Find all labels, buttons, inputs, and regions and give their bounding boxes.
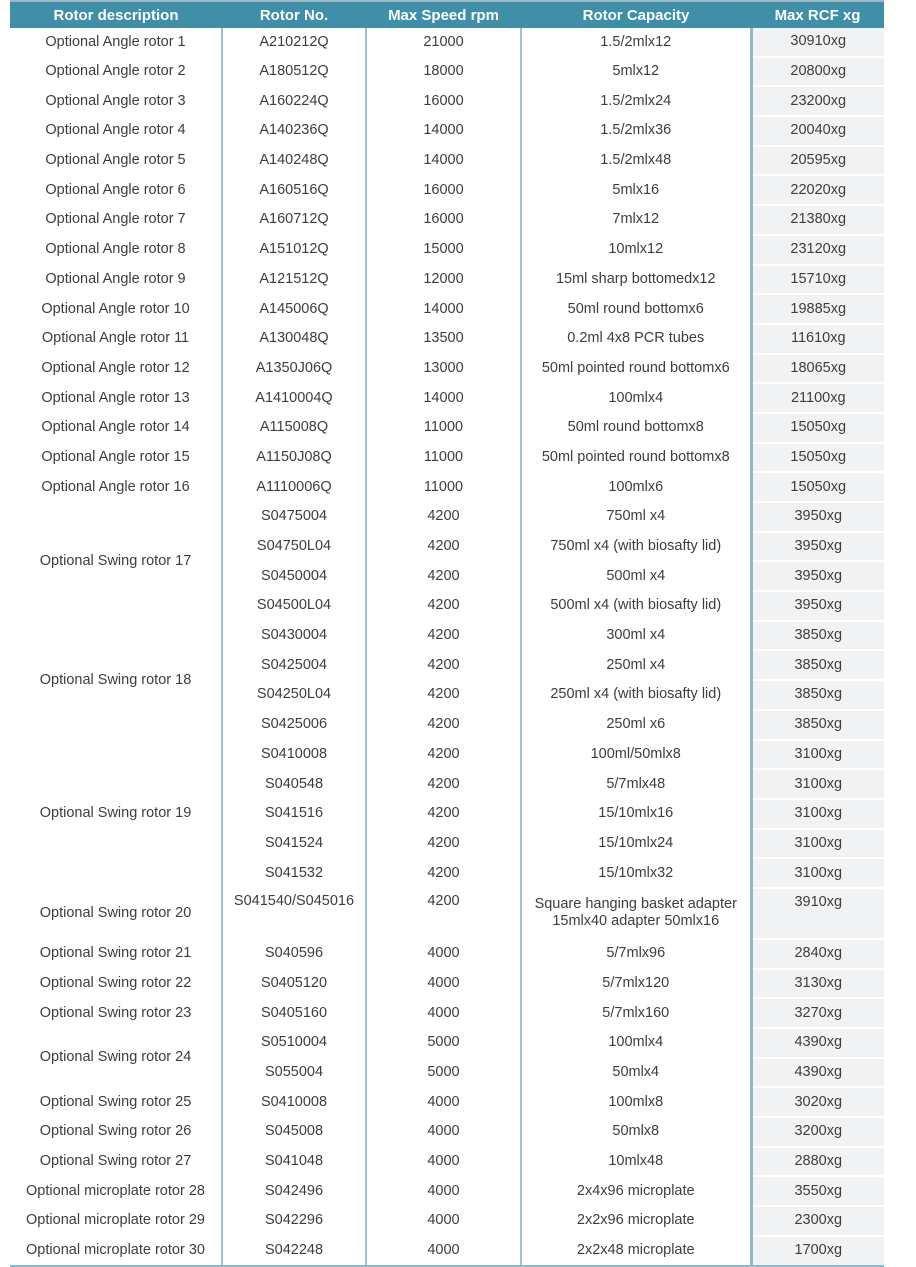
- header-rotor-no: Rotor No.: [222, 1, 366, 28]
- max-speed-cell: 4000: [366, 969, 521, 999]
- max-speed-cell: 4200: [366, 561, 521, 591]
- rotor-description-cell: Optional Angle rotor 2: [10, 57, 222, 87]
- max-rcf-cell: 3100xg: [751, 799, 884, 829]
- rotor-number-cell: S0410008: [222, 1087, 366, 1117]
- max-rcf-cell: 3100xg: [751, 740, 884, 770]
- rotor-capacity-cell: 2x4x96 microplate: [521, 1176, 751, 1206]
- max-speed-cell: 14000: [366, 294, 521, 324]
- max-rcf-cell: 3130xg: [751, 969, 884, 999]
- max-rcf-cell: 15050xg: [751, 413, 884, 443]
- rotor-capacity-cell: 0.2ml 4x8 PCR tubes: [521, 324, 751, 354]
- max-rcf-cell: 3100xg: [751, 769, 884, 799]
- rotor-description-cell: Optional Angle rotor 7: [10, 205, 222, 235]
- rotor-capacity-cell: 5/7mlx160: [521, 998, 751, 1028]
- max-rcf-cell: 3550xg: [751, 1176, 884, 1206]
- table-row: [10, 86, 884, 116]
- max-speed-cell: 16000: [366, 205, 521, 235]
- max-speed-cell: 15000: [366, 235, 521, 265]
- rotor-number-cell: S040596: [222, 939, 366, 969]
- rotor-capacity-cell: 15/10mlx16: [521, 799, 751, 829]
- rotor-description-cell: Optional microplate rotor 30: [10, 1236, 222, 1266]
- rotor-description-cell: Optional Angle rotor 8: [10, 235, 222, 265]
- rotor-capacity-cell: 500ml x4: [521, 561, 751, 591]
- table-row: [10, 1236, 884, 1266]
- max-speed-cell: 4000: [366, 1206, 521, 1236]
- rotor-capacity-cell: 10mlx12: [521, 235, 751, 265]
- max-speed-cell: 4000: [366, 939, 521, 969]
- max-speed-cell: 12000: [366, 265, 521, 295]
- table-header: [10, 1, 884, 28]
- rotor-capacity-cell: 250ml x4 (with biosafty lid): [521, 680, 751, 710]
- max-speed-cell: 11000: [366, 443, 521, 473]
- table-row: [10, 1117, 884, 1147]
- max-speed-cell: 18000: [366, 57, 521, 87]
- rotor-description-cell: Optional Swing rotor 22: [10, 969, 222, 999]
- rotor-capacity-cell: 7mlx12: [521, 205, 751, 235]
- table-row: [10, 939, 884, 969]
- rotor-description-cell: Optional Angle rotor 1: [10, 28, 222, 57]
- rotor-number-cell: S055004: [222, 1058, 366, 1088]
- max-rcf-cell: 19885xg: [751, 294, 884, 324]
- table-row: [10, 116, 884, 146]
- rotor-capacity-cell: 50ml pointed round bottomx6: [521, 354, 751, 384]
- table-row: [10, 1028, 884, 1058]
- max-rcf-cell: 21380xg: [751, 205, 884, 235]
- rotor-number-cell: A180512Q: [222, 57, 366, 87]
- max-rcf-cell: 3850xg: [751, 710, 884, 740]
- rotor-description-cell: Optional Angle rotor 3: [10, 86, 222, 116]
- rotor-capacity-cell: 1.5/2mlx12: [521, 28, 751, 57]
- rotor-number-cell: S041048: [222, 1147, 366, 1177]
- max-rcf-cell: 3950xg: [751, 502, 884, 532]
- rotor-number-cell: A140248Q: [222, 146, 366, 176]
- rotor-number-cell: S041532: [222, 858, 366, 888]
- max-speed-cell: 4200: [366, 888, 521, 939]
- max-speed-cell: 4000: [366, 1236, 521, 1266]
- max-speed-cell: 5000: [366, 1058, 521, 1088]
- header-max-rcf: Max RCF xg: [751, 1, 884, 28]
- rotor-number-cell: A151012Q: [222, 235, 366, 265]
- rotor-capacity-cell: 50mlx4: [521, 1058, 751, 1088]
- max-speed-cell: 4200: [366, 799, 521, 829]
- rotor-description-cell: Optional Angle rotor 12: [10, 354, 222, 384]
- rotor-description-cell: Optional microplate rotor 29: [10, 1206, 222, 1236]
- max-speed-cell: 4200: [366, 650, 521, 680]
- table-row: [10, 175, 884, 205]
- table-row: [10, 888, 884, 939]
- max-rcf-cell: 20800xg: [751, 57, 884, 87]
- rotor-description-cell: Optional Swing rotor 20: [10, 888, 222, 939]
- rotor-capacity-cell: 5mlx16: [521, 175, 751, 205]
- max-rcf-cell: 4390xg: [751, 1058, 884, 1088]
- rotor-capacity-cell: 15ml sharp bottomedx12: [521, 265, 751, 295]
- rotor-spec-table-container: [10, 0, 884, 1267]
- rotor-capacity-cell: 750ml x4: [521, 502, 751, 532]
- table-row: [10, 28, 884, 57]
- rotor-number-cell: A130048Q: [222, 324, 366, 354]
- max-rcf-cell: 30910xg: [751, 28, 884, 57]
- rotor-number-cell: S0475004: [222, 502, 366, 532]
- table-row: [10, 57, 884, 87]
- max-speed-cell: 13500: [366, 324, 521, 354]
- rotor-number-cell: S041516: [222, 799, 366, 829]
- rotor-number-cell: A160224Q: [222, 86, 366, 116]
- max-rcf-cell: 3100xg: [751, 829, 884, 859]
- table-row: [10, 621, 884, 651]
- rotor-description-cell: Optional Swing rotor 18: [10, 621, 222, 740]
- max-rcf-cell: 3950xg: [751, 591, 884, 621]
- max-rcf-cell: 1700xg: [751, 1236, 884, 1266]
- max-speed-cell: 16000: [366, 86, 521, 116]
- max-speed-cell: 13000: [366, 354, 521, 384]
- rotor-number-cell: A115008Q: [222, 413, 366, 443]
- table-row: [10, 294, 884, 324]
- rotor-number-cell: S042496: [222, 1176, 366, 1206]
- rotor-description-cell: Optional Angle rotor 10: [10, 294, 222, 324]
- max-rcf-cell: 3020xg: [751, 1087, 884, 1117]
- max-rcf-cell: 15710xg: [751, 265, 884, 295]
- table-row: [10, 324, 884, 354]
- max-speed-cell: 16000: [366, 175, 521, 205]
- rotor-number-cell: S0510004: [222, 1028, 366, 1058]
- table-row: [10, 413, 884, 443]
- max-speed-cell: 4200: [366, 502, 521, 532]
- table-row: [10, 998, 884, 1028]
- rotor-capacity-cell: 5/7mlx120: [521, 969, 751, 999]
- table-row: [10, 205, 884, 235]
- rotor-capacity-cell: 250ml x6: [521, 710, 751, 740]
- rotor-number-cell: S040548: [222, 769, 366, 799]
- rotor-description-cell: Optional Swing rotor 17: [10, 502, 222, 621]
- rotor-description-cell: Optional microplate rotor 28: [10, 1176, 222, 1206]
- rotor-description-cell: Optional Angle rotor 16: [10, 472, 222, 502]
- max-speed-cell: 4000: [366, 1176, 521, 1206]
- rotor-capacity-cell: 100mlx4: [521, 383, 751, 413]
- max-speed-cell: 4000: [366, 998, 521, 1028]
- rotor-description-cell: Optional Angle rotor 5: [10, 146, 222, 176]
- rotor-capacity-cell: 15/10mlx32: [521, 858, 751, 888]
- rotor-number-cell: S0405160: [222, 998, 366, 1028]
- rotor-number-cell: A1110006Q: [222, 472, 366, 502]
- rotor-description-cell: Optional Angle rotor 6: [10, 175, 222, 205]
- rotor-description-cell: Optional Angle rotor 14: [10, 413, 222, 443]
- rotor-capacity-cell: 500ml x4 (with biosafty lid): [521, 591, 751, 621]
- rotor-number-cell: S0425006: [222, 710, 366, 740]
- rotor-description-cell: Optional Swing rotor 19: [10, 740, 222, 888]
- rotor-capacity-cell: 750ml x4 (with biosafty lid): [521, 532, 751, 562]
- max-speed-cell: 14000: [366, 146, 521, 176]
- rotor-number-cell: A160712Q: [222, 205, 366, 235]
- table-row: [10, 354, 884, 384]
- rotor-capacity-cell: 50mlx8: [521, 1117, 751, 1147]
- rotor-description-cell: Optional Angle rotor 13: [10, 383, 222, 413]
- max-speed-cell: 4200: [366, 858, 521, 888]
- header-max-speed: Max Speed rpm: [366, 1, 521, 28]
- rotor-number-cell: S0405120: [222, 969, 366, 999]
- table-row: [10, 740, 884, 770]
- rotor-number-cell: S0430004: [222, 621, 366, 651]
- table-row: [10, 502, 884, 532]
- header-rotor-capacity: Rotor Capacity: [521, 1, 751, 28]
- rotor-number-cell: S0450004: [222, 561, 366, 591]
- rotor-description-cell: Optional Swing rotor 23: [10, 998, 222, 1028]
- rotor-capacity-cell: 1.5/2mlx48: [521, 146, 751, 176]
- rotor-capacity-cell: 1.5/2mlx24: [521, 86, 751, 116]
- rotor-capacity-cell: 5mlx12: [521, 57, 751, 87]
- rotor-number-cell: S0410008: [222, 740, 366, 770]
- rotor-capacity-cell: Square hanging basket adapter 15mlx40 adapter 50mlx16: [521, 888, 751, 939]
- max-rcf-cell: 23120xg: [751, 235, 884, 265]
- max-speed-cell: 11000: [366, 472, 521, 502]
- max-speed-cell: 4200: [366, 591, 521, 621]
- rotor-number-cell: S041540/S045016: [222, 888, 366, 939]
- rotor-description-cell: Optional Angle rotor 11: [10, 324, 222, 354]
- header-row: [10, 1, 884, 28]
- rotor-description-cell: Optional Swing rotor 26: [10, 1117, 222, 1147]
- rotor-number-cell: A160516Q: [222, 175, 366, 205]
- rotor-number-cell: S045008: [222, 1117, 366, 1147]
- rotor-spec-table: [10, 0, 884, 1267]
- max-rcf-cell: 15050xg: [751, 472, 884, 502]
- table-row: [10, 265, 884, 295]
- table-row: [10, 443, 884, 473]
- rotor-description-cell: Optional Angle rotor 15: [10, 443, 222, 473]
- max-rcf-cell: 15050xg: [751, 443, 884, 473]
- rotor-capacity-cell: 100mlx8: [521, 1087, 751, 1117]
- rotor-capacity-cell: 100mlx4: [521, 1028, 751, 1058]
- max-rcf-cell: 22020xg: [751, 175, 884, 205]
- rotor-description-cell: Optional Swing rotor 24: [10, 1028, 222, 1087]
- max-rcf-cell: 3850xg: [751, 680, 884, 710]
- max-rcf-cell: 20040xg: [751, 116, 884, 146]
- rotor-capacity-cell: 5/7mlx48: [521, 769, 751, 799]
- max-speed-cell: 14000: [366, 383, 521, 413]
- max-rcf-cell: 23200xg: [751, 86, 884, 116]
- rotor-number-cell: S0425004: [222, 650, 366, 680]
- rotor-number-cell: S042296: [222, 1206, 366, 1236]
- rotor-capacity-cell: 2x2x48 microplate: [521, 1236, 751, 1266]
- max-rcf-cell: 3910xg: [751, 888, 884, 939]
- table-row: [10, 1176, 884, 1206]
- max-speed-cell: 14000: [366, 116, 521, 146]
- rotor-capacity-cell: 50ml round bottomx8: [521, 413, 751, 443]
- rotor-number-cell: A145006Q: [222, 294, 366, 324]
- header-rotor-description: Rotor description: [10, 1, 222, 28]
- rotor-capacity-cell: 1.5/2mlx36: [521, 116, 751, 146]
- max-speed-cell: 11000: [366, 413, 521, 443]
- max-rcf-cell: 2880xg: [751, 1147, 884, 1177]
- rotor-number-cell: A1150J08Q: [222, 443, 366, 473]
- max-rcf-cell: 20595xg: [751, 146, 884, 176]
- rotor-capacity-cell: 100ml/50mlx8: [521, 740, 751, 770]
- max-rcf-cell: 2840xg: [751, 939, 884, 969]
- rotor-number-cell: A1410004Q: [222, 383, 366, 413]
- table-row: [10, 1206, 884, 1236]
- rotor-capacity-cell: 100mlx6: [521, 472, 751, 502]
- rotor-capacity-cell: 250ml x4: [521, 650, 751, 680]
- rotor-number-cell: S04500L04: [222, 591, 366, 621]
- rotor-number-cell: A210212Q: [222, 28, 366, 57]
- table-row: [10, 472, 884, 502]
- rotor-description-cell: Optional Angle rotor 4: [10, 116, 222, 146]
- max-rcf-cell: 3200xg: [751, 1117, 884, 1147]
- rotor-number-cell: A1350J06Q: [222, 354, 366, 384]
- table-row: [10, 383, 884, 413]
- rotor-capacity-cell: 5/7mlx96: [521, 939, 751, 969]
- max-rcf-cell: 2300xg: [751, 1206, 884, 1236]
- max-speed-cell: 4200: [366, 710, 521, 740]
- rotor-capacity-cell: 300ml x4: [521, 621, 751, 651]
- rotor-capacity-cell: 10mlx48: [521, 1147, 751, 1177]
- max-rcf-cell: 3950xg: [751, 561, 884, 591]
- rotor-description-cell: Optional Angle rotor 9: [10, 265, 222, 295]
- max-rcf-cell: 21100xg: [751, 383, 884, 413]
- max-rcf-cell: 4390xg: [751, 1028, 884, 1058]
- max-speed-cell: 4200: [366, 769, 521, 799]
- rotor-number-cell: A121512Q: [222, 265, 366, 295]
- table-row: [10, 146, 884, 176]
- max-rcf-cell: 11610xg: [751, 324, 884, 354]
- rotor-number-cell: S04250L04: [222, 680, 366, 710]
- rotor-description-cell: Optional Swing rotor 27: [10, 1147, 222, 1177]
- max-speed-cell: 4200: [366, 829, 521, 859]
- rotor-description-cell: Optional Swing rotor 25: [10, 1087, 222, 1117]
- max-speed-cell: 4200: [366, 740, 521, 770]
- table-row: [10, 235, 884, 265]
- max-rcf-cell: 3850xg: [751, 650, 884, 680]
- max-speed-cell: 4000: [366, 1147, 521, 1177]
- rotor-description-cell: Optional Swing rotor 21: [10, 939, 222, 969]
- max-speed-cell: 4000: [366, 1087, 521, 1117]
- rotor-capacity-cell: 15/10mlx24: [521, 829, 751, 859]
- rotor-capacity-cell: 2x2x96 microplate: [521, 1206, 751, 1236]
- rotor-capacity-cell: 50ml pointed round bottomx8: [521, 443, 751, 473]
- table-row: [10, 969, 884, 999]
- max-rcf-cell: 3850xg: [751, 621, 884, 651]
- rotor-number-cell: S042248: [222, 1236, 366, 1266]
- max-rcf-cell: 18065xg: [751, 354, 884, 384]
- max-speed-cell: 4200: [366, 532, 521, 562]
- max-speed-cell: 4200: [366, 680, 521, 710]
- rotor-number-cell: S041524: [222, 829, 366, 859]
- max-speed-cell: 4000: [366, 1117, 521, 1147]
- rotor-capacity-cell: 50ml round bottomx6: [521, 294, 751, 324]
- table-body: [10, 28, 884, 1266]
- rotor-number-cell: A140236Q: [222, 116, 366, 146]
- max-rcf-cell: 3100xg: [751, 858, 884, 888]
- max-rcf-cell: 3270xg: [751, 998, 884, 1028]
- max-speed-cell: 5000: [366, 1028, 521, 1058]
- max-speed-cell: 4200: [366, 621, 521, 651]
- table-row: [10, 1087, 884, 1117]
- max-speed-cell: 21000: [366, 28, 521, 57]
- table-row: [10, 1147, 884, 1177]
- rotor-number-cell: S04750L04: [222, 532, 366, 562]
- max-rcf-cell: 3950xg: [751, 532, 884, 562]
